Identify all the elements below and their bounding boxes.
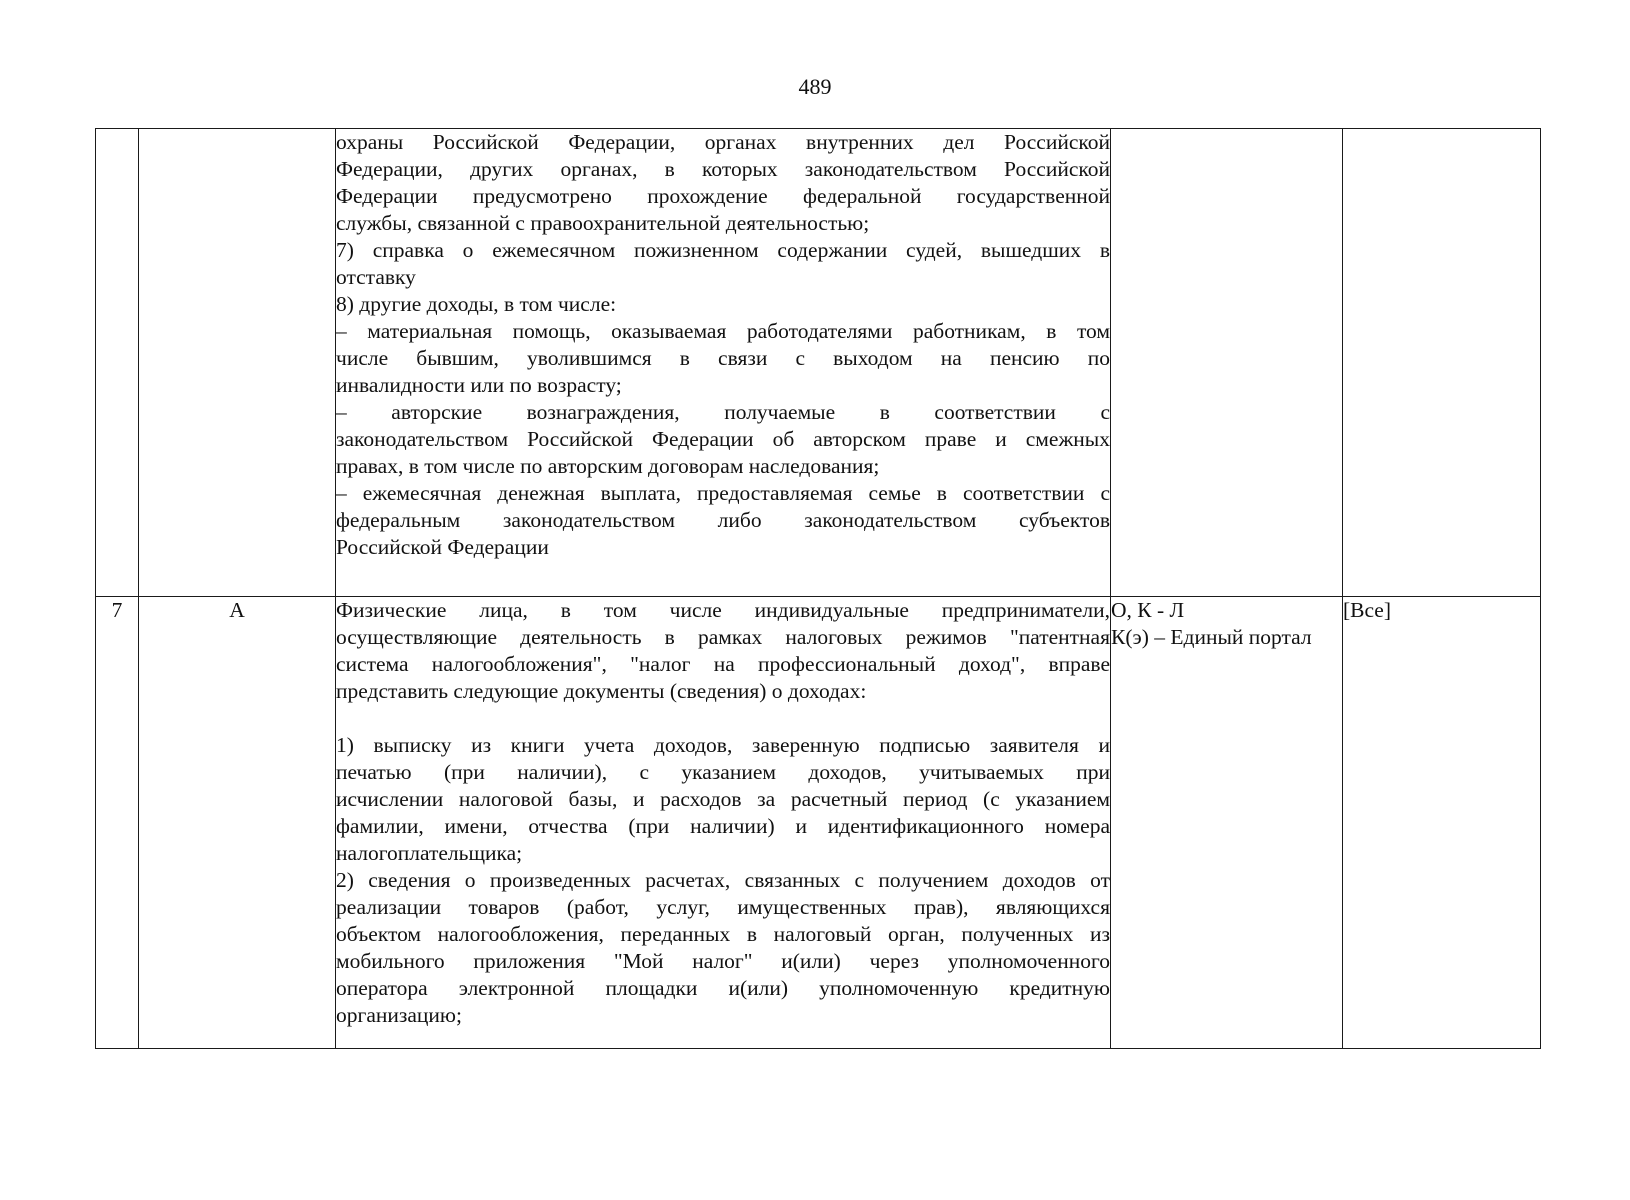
- paragraph-gap: [336, 705, 1110, 732]
- text-line: печатью (при наличии), с указанием доходов, учитываемых при: [336, 760, 1110, 784]
- text-line: 2) сведения о произведенных расчетах, связанных с получением доходов от: [336, 868, 1110, 892]
- text-line: 1) выписку из книги учета доходов, заверенную подписью заявителя и: [336, 733, 1110, 757]
- text-line: – ежемесячная денежная выплата, предоставляемая семье в соответствии с: [336, 481, 1110, 505]
- table-row: [96, 597, 1541, 1049]
- text-line: Российской Федерации: [336, 535, 549, 559]
- text-line: организацию;: [336, 1003, 462, 1027]
- page-number: 489: [798, 74, 832, 99]
- text-line: объектом налогообложения, переданных в налоговый орган, полученных из: [336, 922, 1110, 946]
- text-line: исчислении налоговой базы, и расходов за расчетный период (с указанием: [336, 787, 1110, 811]
- scope-cell: [1343, 129, 1541, 597]
- submission-method-line: К(э) – Единый портал: [1111, 625, 1312, 649]
- text-line: Федерации предусмотрено прохождение федеральной государственной: [336, 184, 1110, 208]
- text-line: Физические лица, в том числе индивидуальные предприниматели,: [336, 598, 1110, 622]
- text-line: представить следующие документы (сведения) о доходах:: [336, 679, 867, 703]
- document-description-cell: [336, 129, 1111, 597]
- text-line: – материальная помощь, оказываемая работодателями работникам, в том: [336, 319, 1110, 343]
- document-description-cell: [336, 597, 1111, 1049]
- row-letter-cell: А: [139, 597, 336, 1049]
- text-line: 8) другие доходы, в том числе:: [336, 292, 617, 316]
- text-line: инвалидности или по возрасту;: [336, 373, 622, 397]
- text-line: – авторские вознаграждения, получаемые в соответствии с: [336, 400, 1110, 424]
- text-line: осуществляющие деятельность в рамках налоговых режимов "патентная: [336, 625, 1110, 649]
- submission-method-cell: [1111, 597, 1343, 1049]
- submission-method-cell: [1111, 129, 1343, 597]
- text-line: отставку: [336, 265, 416, 289]
- text-line: 7) справка о ежемесячном пожизненном содержании судей, вышедших в: [336, 238, 1110, 262]
- text-line: законодательством Российской Федерации об авторском праве и смежных: [336, 427, 1110, 451]
- row-number-cell: [96, 129, 139, 597]
- text-line: охраны Российской Федерации, органах внутренних дел Российской: [336, 130, 1110, 154]
- text-line: система налогообложения", "налог на профессиональный доход", вправе: [336, 652, 1110, 676]
- text-line: федеральным законодательством либо законодательством субъектов: [336, 508, 1110, 532]
- income-documents-table: [95, 128, 1541, 1049]
- text-line: налогоплательщика;: [336, 841, 523, 865]
- text-line: реализации товаров (работ, услуг, имущественных прав), являющихся: [336, 895, 1110, 919]
- text-line: правах, в том числе по авторским договорам наследования;: [336, 454, 880, 478]
- text-line: оператора электронной площадки и(или) уполномоченную кредитную: [336, 976, 1110, 1000]
- row-letter-cell: [139, 129, 336, 597]
- text-line: числе бывшим, уволившимся в связи с выходом на пенсию по: [336, 346, 1110, 370]
- table-row: [96, 129, 1541, 597]
- submission-method-line: О, К - Л: [1111, 598, 1185, 622]
- scope-cell: [Все]: [1343, 597, 1541, 1049]
- text-line: службы, связанной с правоохранительной деятельностью;: [336, 211, 870, 235]
- text-line: мобильного приложения "Мой налог" и(или) через уполномоченного: [336, 949, 1110, 973]
- text-line: Федерации, других органах, в которых законодательством Российской: [336, 157, 1110, 181]
- text-line: фамилии, имени, отчества (при наличии) и идентификационного номера: [336, 814, 1110, 838]
- row-number-cell: 7: [96, 597, 139, 1049]
